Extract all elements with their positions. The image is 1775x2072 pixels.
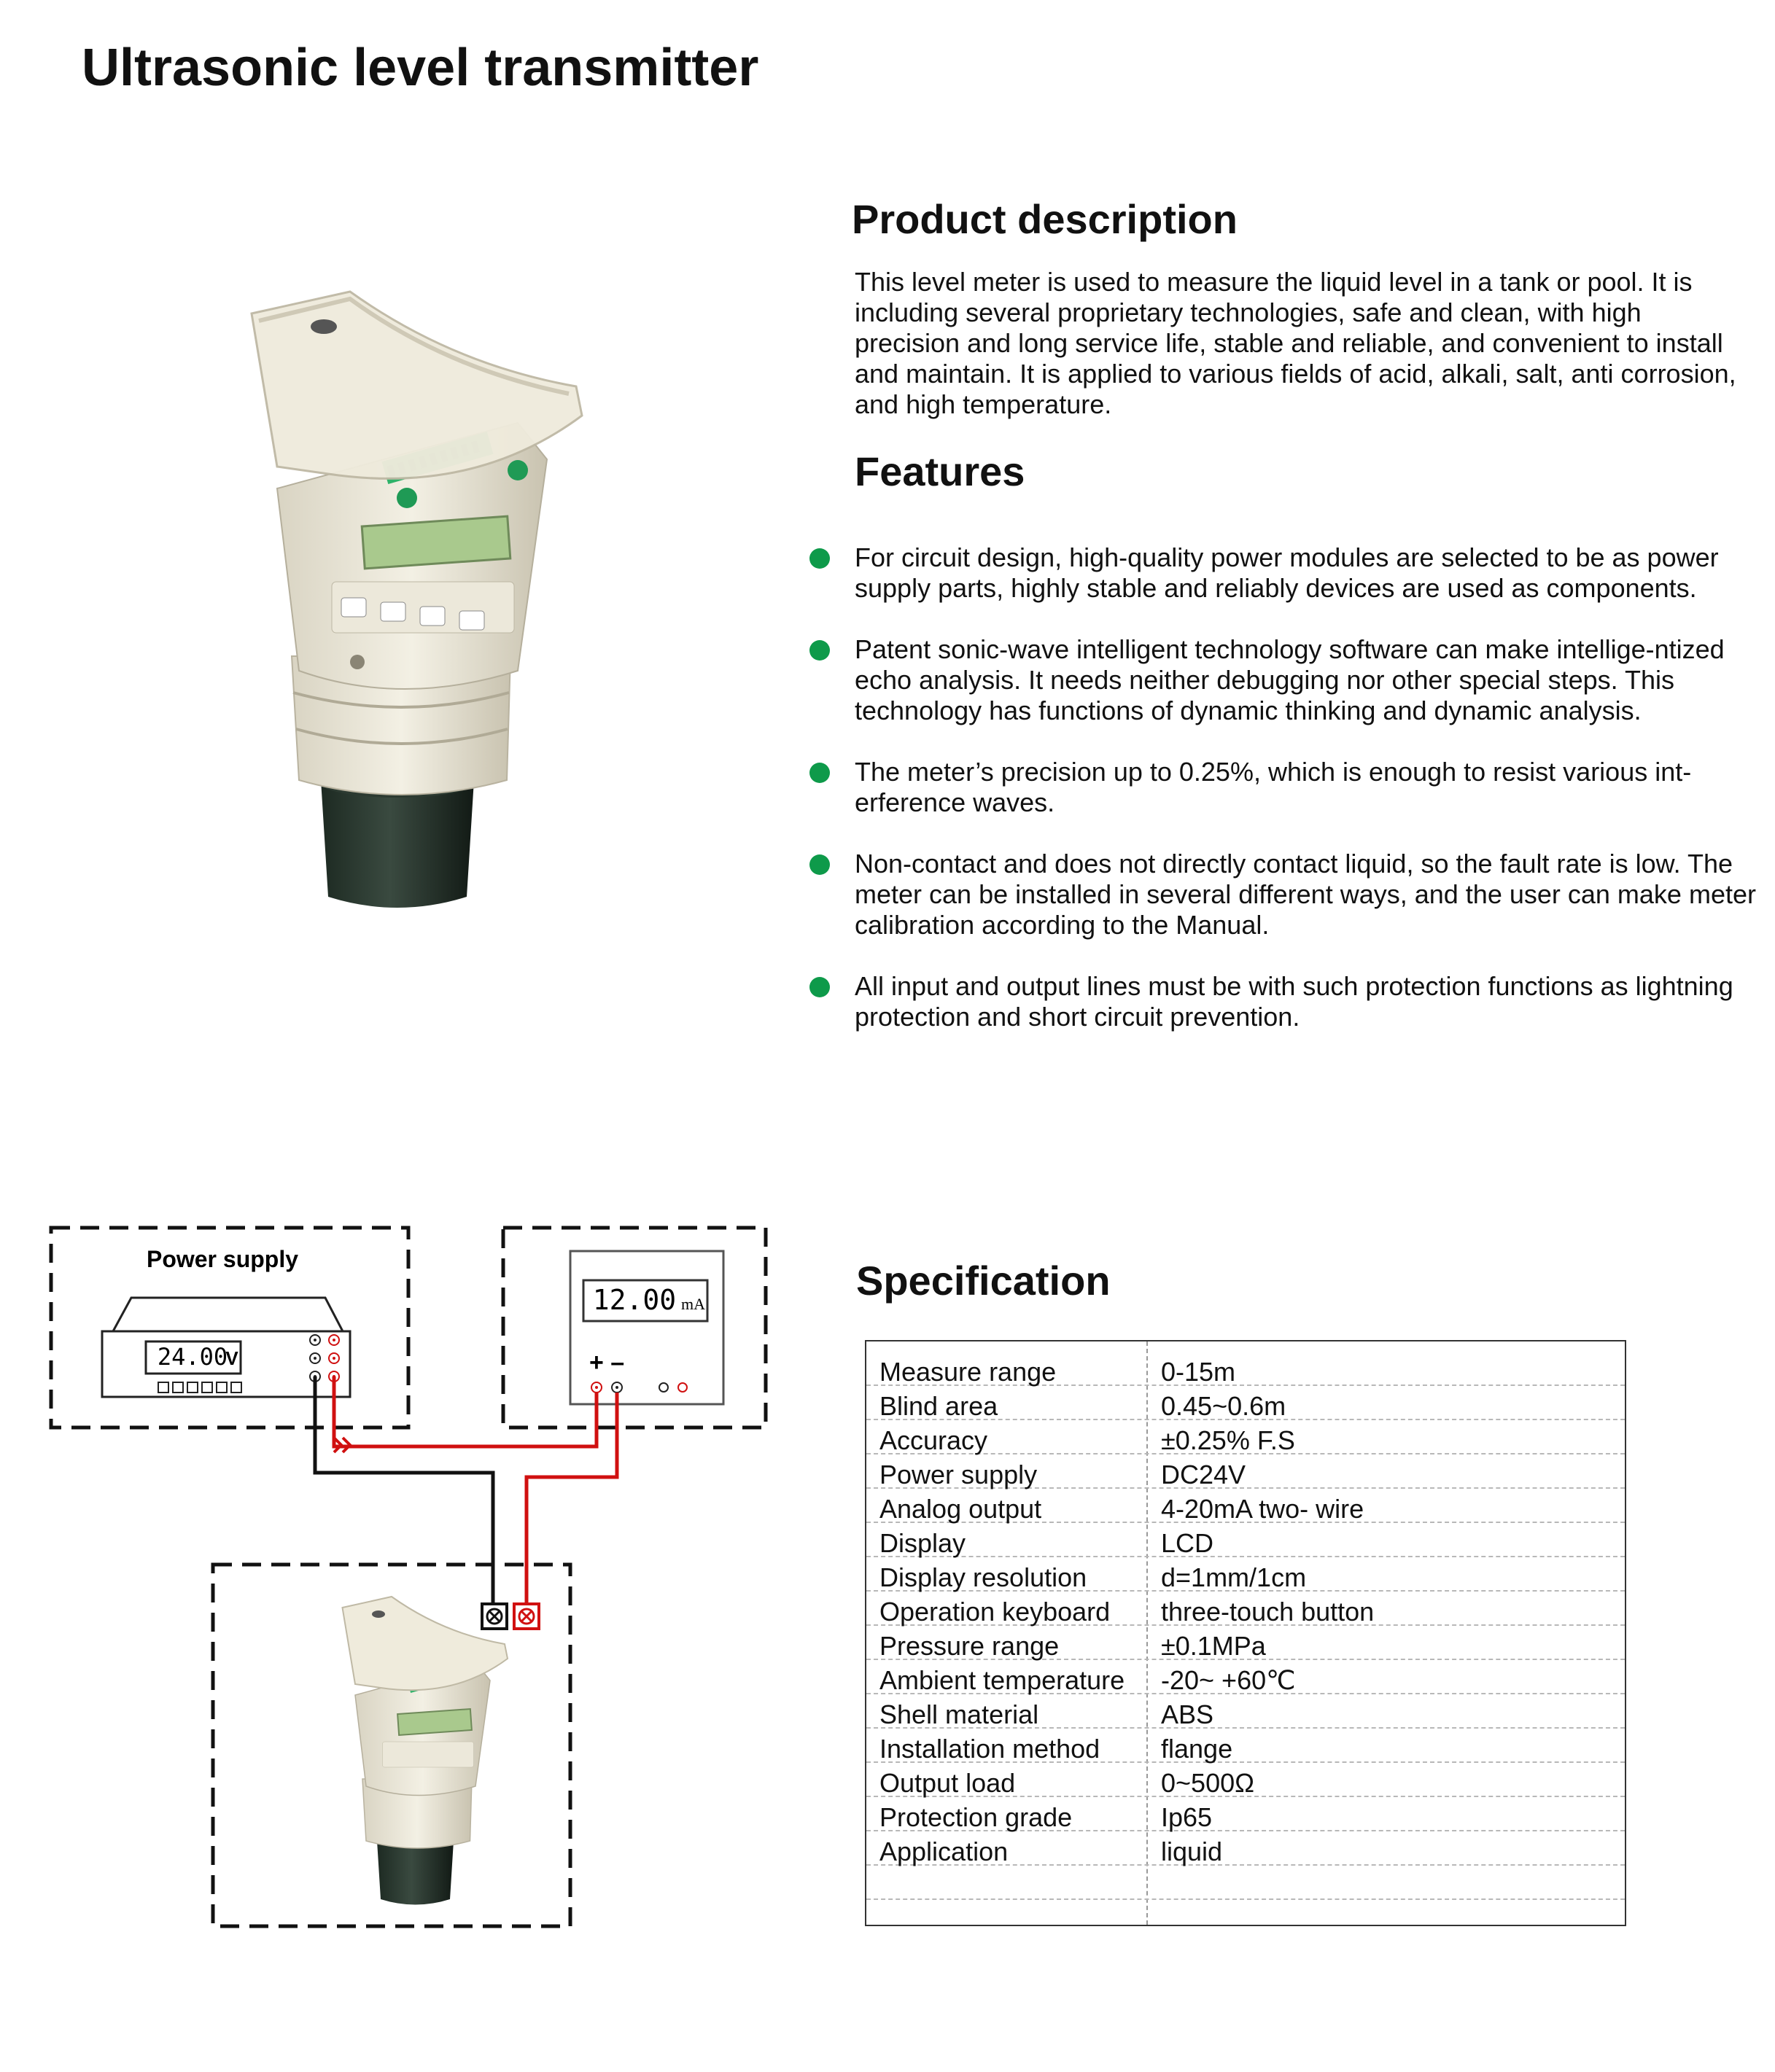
table-row <box>866 1386 1625 1420</box>
spec-name: Measure range <box>879 1357 1057 1387</box>
bullet-icon <box>809 640 830 661</box>
spec-value: DC24V <box>1161 1460 1246 1489</box>
panel-button <box>381 602 405 621</box>
feature-item <box>809 849 1757 940</box>
product-description-text: This level meter is used to measure the liquid level in a tank or pool. It is including several proprietary technologies, safe and clean, with high precision and long service life, stable and reliable, and convenient to install and maintain. It is applied to various fields of acid, alkali, salt, anti corrosion, and high temperature. <box>855 267 1736 419</box>
meter-unit-label: mA <box>681 1295 705 1313</box>
spec-value: three-touch button <box>1161 1597 1375 1627</box>
spec-value: d=1mm/1cm <box>1161 1562 1307 1592</box>
power-supply-reading: 24.00 <box>157 1343 228 1371</box>
spec-value: ABS <box>1161 1699 1214 1729</box>
negative-wire <box>315 1376 493 1604</box>
spec-name: Installation method <box>879 1734 1100 1764</box>
feature-item <box>809 634 1757 726</box>
spec-value: Ip65 <box>1161 1802 1213 1832</box>
features-list <box>809 542 1757 1063</box>
feature-item <box>809 757 1757 818</box>
table-row <box>866 1420 1625 1454</box>
bullet-icon <box>809 854 830 875</box>
specification-table <box>865 1340 1626 1926</box>
table-row <box>866 1454 1625 1489</box>
spec-value: ±0.25% F.S <box>1161 1425 1295 1455</box>
page-title: Ultrasonic level transmitter <box>82 39 759 97</box>
features-heading: Features <box>855 448 1025 494</box>
table-row-empty <box>866 1890 1625 1924</box>
table-row <box>866 1797 1625 1831</box>
bullet-icon <box>809 763 830 783</box>
sensor-housing <box>321 780 474 908</box>
panel-button <box>420 607 445 626</box>
spec-name: Blind area <box>879 1391 998 1421</box>
table-row <box>866 1694 1625 1729</box>
table-row <box>866 1352 1625 1386</box>
transmitter-thumbnail <box>343 1597 508 1905</box>
spec-name: Analog output <box>879 1494 1042 1524</box>
product-photo <box>109 277 620 919</box>
feature-text: Non-contact and does not directly contact liquid, so the fault rate is low. The meter can be installed in several different ways, and the user can make meter calibration according to the Manual. <box>855 849 1756 940</box>
table-row <box>866 1831 1625 1866</box>
table-row <box>866 1523 1625 1557</box>
current-meter <box>570 1251 723 1404</box>
feature-item <box>809 971 1757 1032</box>
feature-text: Patent sonic-wave intelligent technology software can make intellige-ntized echo analysis. It needs neither debugging nor other special steps. This technology has functions of dynamic thinking and dynamic analysis. <box>855 634 1725 725</box>
spec-value: 0~500Ω <box>1161 1768 1255 1798</box>
spec-name: Display resolution <box>879 1562 1087 1592</box>
feature-text: For circuit design, high-quality power modules are selected to be as power supply parts, highly stable and reliably devices are used as components. <box>855 542 1719 603</box>
product-description-heading: Product description <box>852 196 1238 242</box>
table-row <box>866 1626 1625 1660</box>
table-row <box>866 1489 1625 1523</box>
bullet-icon <box>809 977 830 997</box>
spec-value: 4-20mA two- wire <box>1161 1494 1364 1524</box>
wiring-diagram <box>44 1210 788 1947</box>
table-row <box>866 1592 1625 1626</box>
specification-heading: Specification <box>856 1258 1111 1304</box>
spec-name: Output load <box>879 1768 1016 1798</box>
table-row <box>866 1763 1625 1797</box>
spec-name: Power supply <box>879 1460 1038 1489</box>
spec-name: Application <box>879 1837 1009 1866</box>
feature-text: All input and output lines must be with such protection functions as lightning protection and short circuit prevention. <box>855 971 1733 1032</box>
meter-reading: 12.00 <box>592 1284 677 1316</box>
spec-value: 0.45~0.6m <box>1161 1391 1286 1421</box>
spec-name: Display <box>879 1528 966 1558</box>
spec-name: Pressure range <box>879 1631 1060 1661</box>
spec-value: flange <box>1161 1734 1233 1764</box>
panel-button <box>341 598 366 617</box>
meter-polarity-label: + – <box>589 1349 625 1376</box>
spec-value: ±0.1MPa <box>1161 1631 1266 1661</box>
feature-text: The meter’s precision up to 0.25%, which is enough to resist various int-erference waves. <box>855 757 1692 817</box>
spec-name: Protection grade <box>879 1802 1073 1832</box>
spec-value: -20~ +60℃ <box>1161 1665 1296 1695</box>
bullet-icon <box>809 548 830 569</box>
power-supply-unit-label: V <box>225 1347 238 1369</box>
table-row <box>866 1557 1625 1592</box>
spec-name: Operation keyboard <box>879 1597 1111 1627</box>
spec-value: LCD <box>1161 1528 1214 1558</box>
spec-name: Shell material <box>879 1699 1039 1729</box>
spec-value: 0-15m <box>1161 1357 1236 1387</box>
table-row <box>866 1660 1625 1694</box>
feature-item <box>809 542 1757 604</box>
spec-name: Accuracy <box>879 1425 988 1455</box>
table-row <box>866 1729 1625 1763</box>
panel-button <box>459 611 484 630</box>
lcd-display <box>362 516 510 569</box>
spec-value: liquid <box>1161 1837 1223 1866</box>
positive-wire-a <box>334 1376 597 1446</box>
spec-name: Ambient temperature <box>879 1665 1125 1695</box>
power-supply-label: Power supply <box>146 1246 299 1272</box>
